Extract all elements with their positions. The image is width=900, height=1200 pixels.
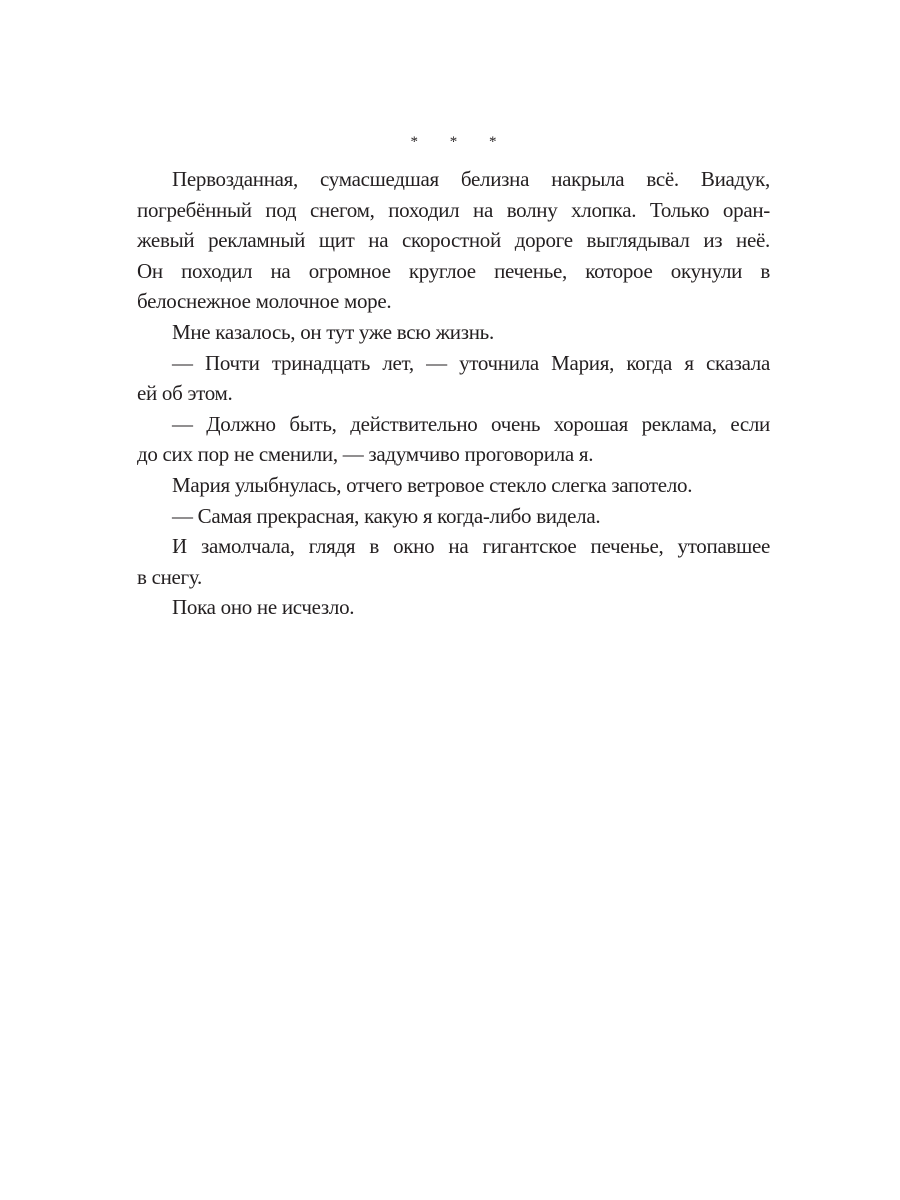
section-separator: * * * bbox=[410, 134, 511, 150]
paragraph bbox=[137, 531, 770, 592]
text-line: до сих пор не сменили, — задумчиво проговорила я. bbox=[137, 442, 594, 467]
text-line: И замолчала, глядя в окно на гигантское печенье, утопавшее bbox=[172, 534, 770, 559]
paragraph bbox=[137, 317, 770, 348]
text-line: Пока оно не исчезло. bbox=[172, 595, 355, 620]
book-page bbox=[137, 130, 770, 623]
text-line: — Самая прекрасная, какую я когда-либо видела. bbox=[172, 503, 601, 528]
paragraph bbox=[137, 348, 770, 409]
text-line: Мне казалось, он тут уже всю жизнь. bbox=[172, 319, 494, 344]
paragraph bbox=[137, 164, 770, 317]
text-line: ей об этом. bbox=[137, 381, 233, 406]
text-line: Первозданная, сумасшедшая белизна накрыла всё. Виадук, bbox=[172, 167, 770, 191]
text-line: — Почти тринадцать лет, — уточнила Мария, когда я сказала bbox=[172, 350, 770, 375]
body-text bbox=[137, 164, 770, 623]
text-line: Он походил на огромное круглое печенье, которое окунули в bbox=[137, 258, 770, 283]
paragraph bbox=[137, 501, 770, 532]
text-line: Мария улыбнулась, отчего ветровое стекло слегка запотело. bbox=[172, 472, 693, 497]
text-line: белоснежное молочное море. bbox=[137, 289, 392, 314]
text-line: жевый рекламный щит на скоростной дороге выглядывал из неё. bbox=[137, 228, 770, 253]
text-line: в снегу. bbox=[137, 564, 202, 589]
text-line: погребённый под снегом, походил на волну хлопка. Только оран- bbox=[137, 197, 770, 222]
paragraph bbox=[137, 409, 770, 470]
text-line: — Должно быть, действительно очень хорошая реклама, если bbox=[172, 411, 770, 436]
paragraph bbox=[137, 470, 770, 501]
paragraph bbox=[137, 592, 770, 623]
